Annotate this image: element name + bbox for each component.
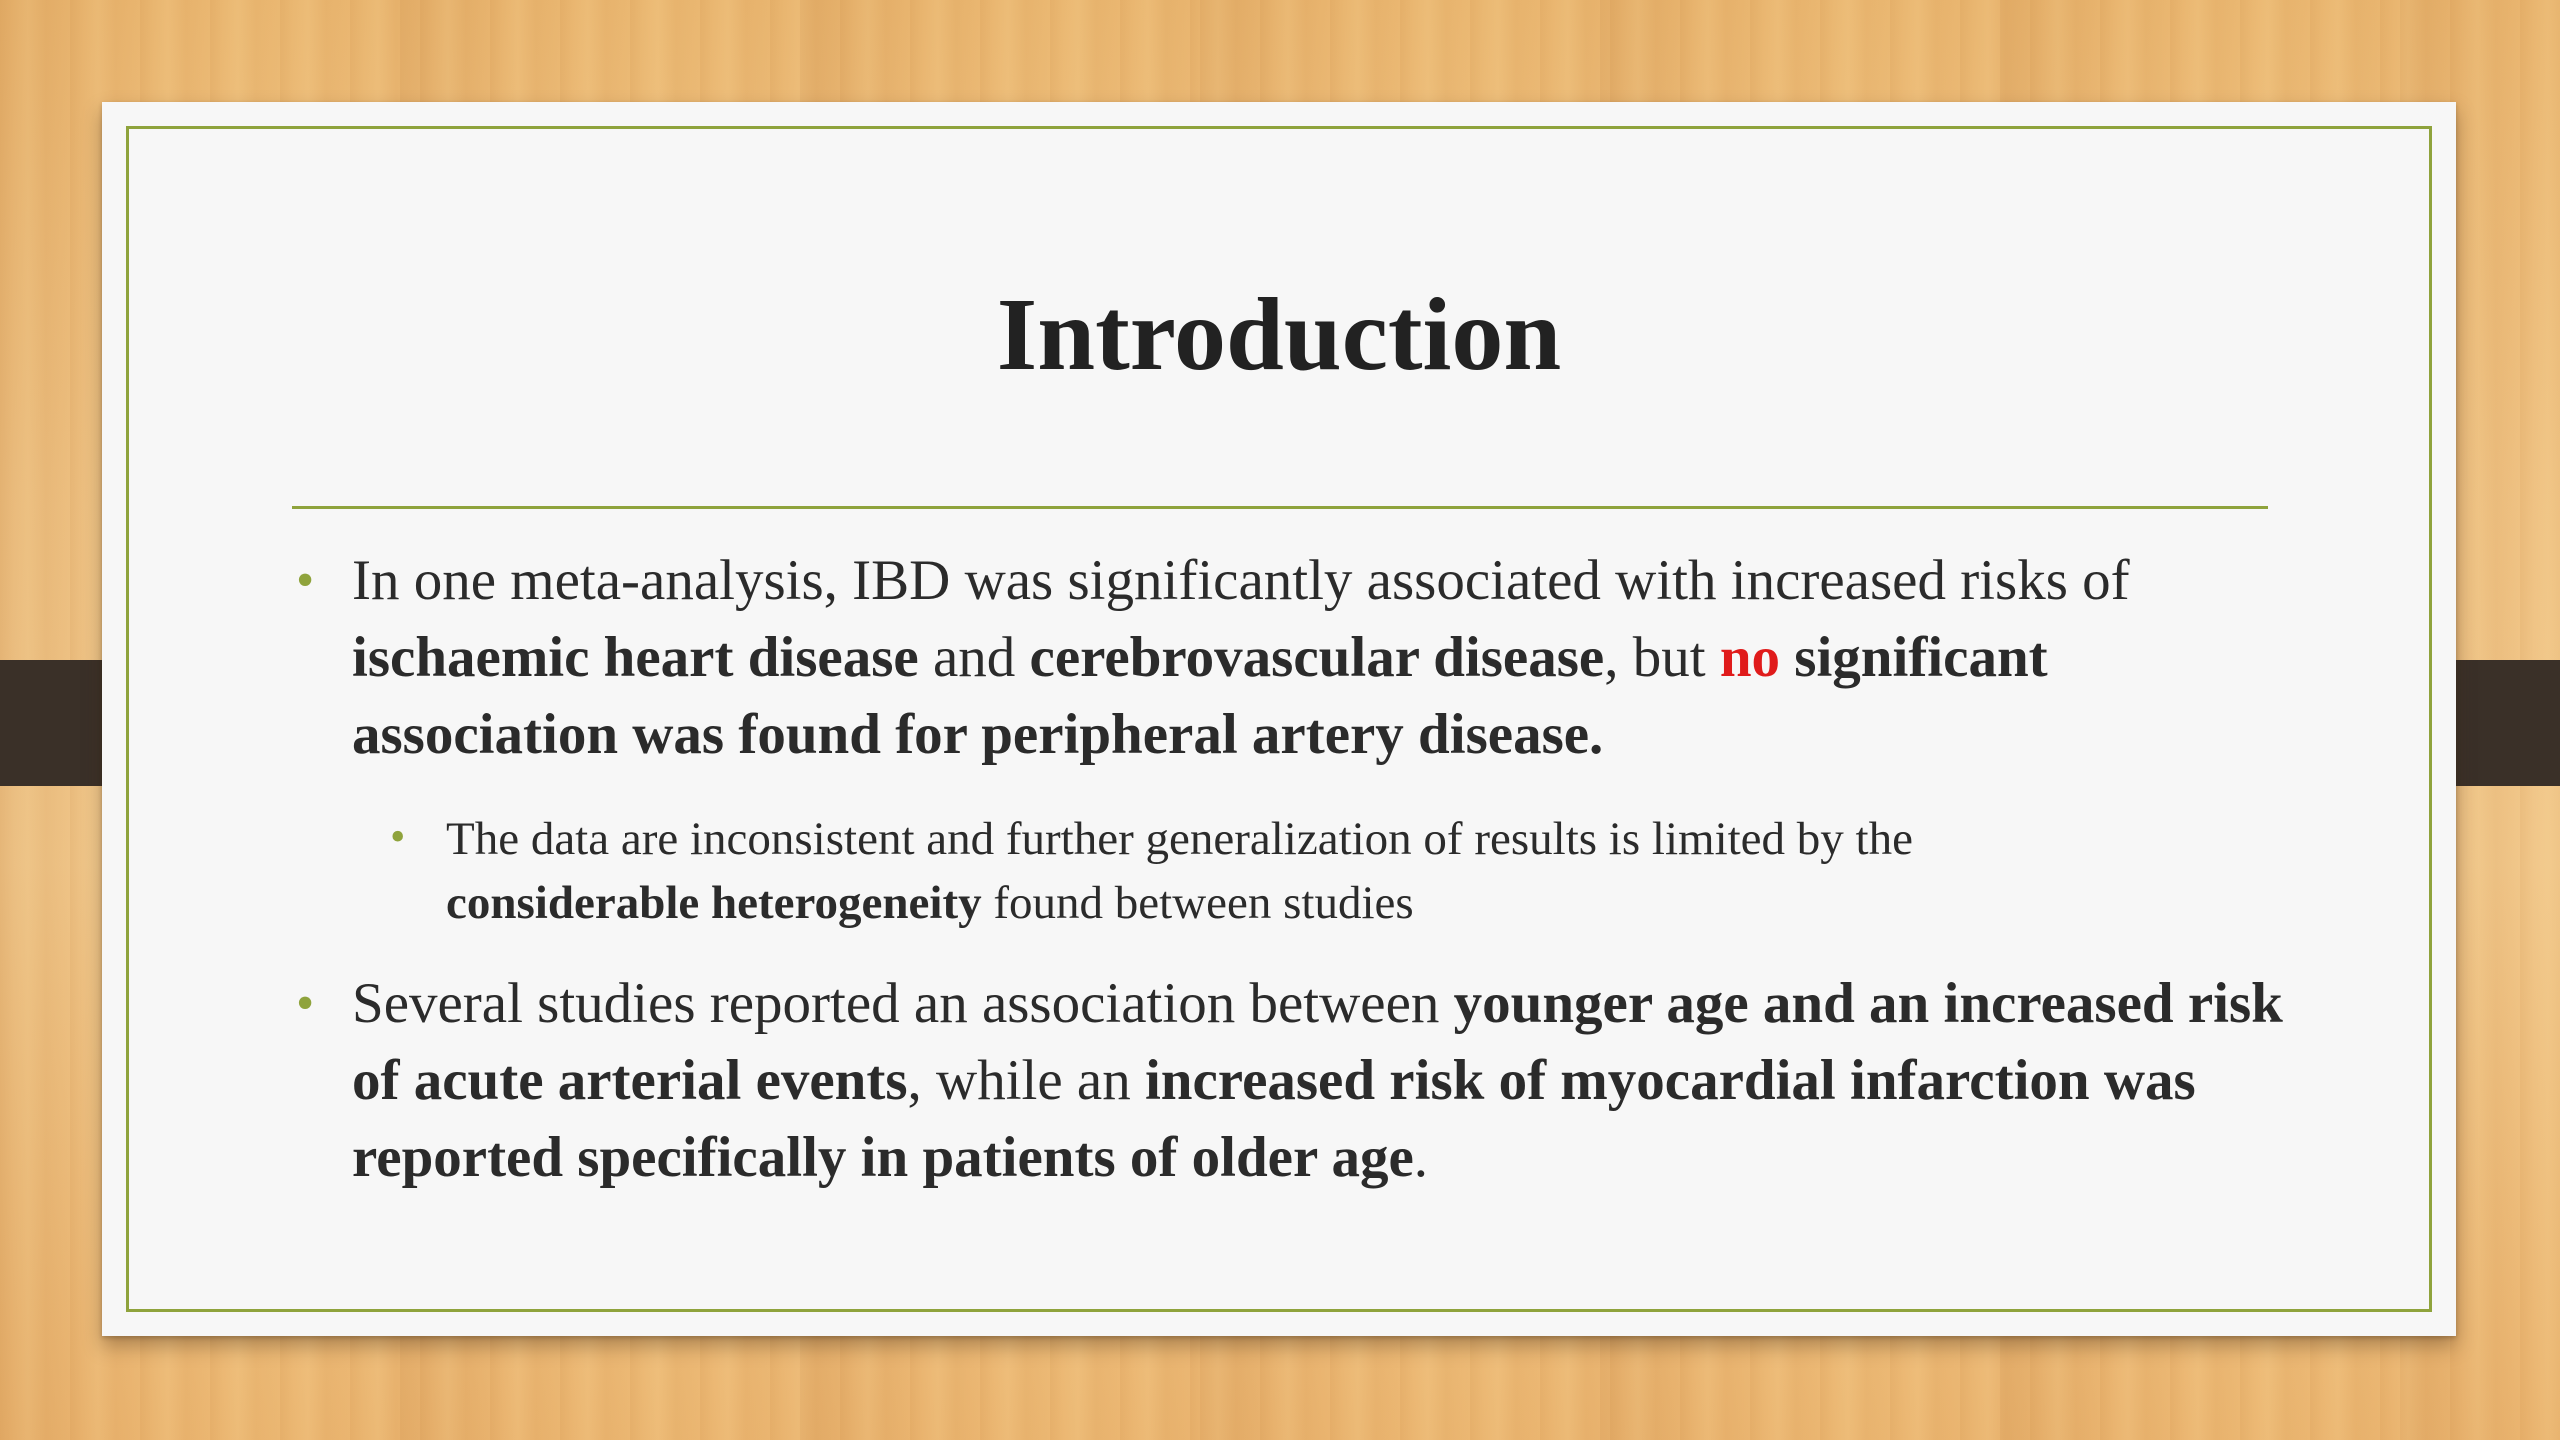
sub-bullet-text: found between studies: [981, 877, 1414, 929]
sub-bullet-bold-text: considerable heterogeneity: [446, 877, 982, 929]
bullet-dot-icon: •: [296, 552, 315, 609]
bullet-item-age-association: [292, 965, 2292, 1196]
title-divider: [292, 506, 2268, 509]
bullet-text: Several studies reported an association between: [352, 972, 1454, 1035]
slide-card: [102, 102, 2456, 1336]
sub-bullet-item-heterogeneity: [388, 807, 2166, 935]
bullet-text: , while an: [907, 1049, 1145, 1112]
bullet-item-meta-analysis: [292, 542, 2292, 773]
bullet-bold-text: cerebrovascular disease: [1029, 626, 1605, 689]
highlight-no-text: no: [1719, 626, 1781, 689]
sub-bullet-text: The data are inconsistent and further generalization of results is limited by the: [446, 813, 1913, 865]
bullet-bold-text: increased risk of myocardial infarction was reported specifically in patients of older age: [352, 1049, 2196, 1189]
bullet-text: [1780, 626, 1794, 689]
bullet-bold-text: younger age and an increased risk of acute arterial events: [352, 972, 2283, 1112]
bullet-text: , but: [1604, 626, 1720, 689]
bullet-text: and: [918, 626, 1030, 689]
bullet-text: .: [1413, 1126, 1429, 1189]
bullet-bold-text: significant association was found for peripheral artery disease.: [352, 626, 2048, 766]
bullet-dot-icon: •: [296, 975, 315, 1032]
slide-title: Introduction: [996, 277, 1562, 392]
bullet-text: In one meta-analysis, IBD was significantly associated with increased risks of: [352, 549, 2130, 612]
bullet-bold-text: ischaemic heart disease: [352, 626, 919, 689]
sub-bullet-dot-icon: •: [390, 812, 406, 861]
slide-content: [292, 542, 2292, 1196]
